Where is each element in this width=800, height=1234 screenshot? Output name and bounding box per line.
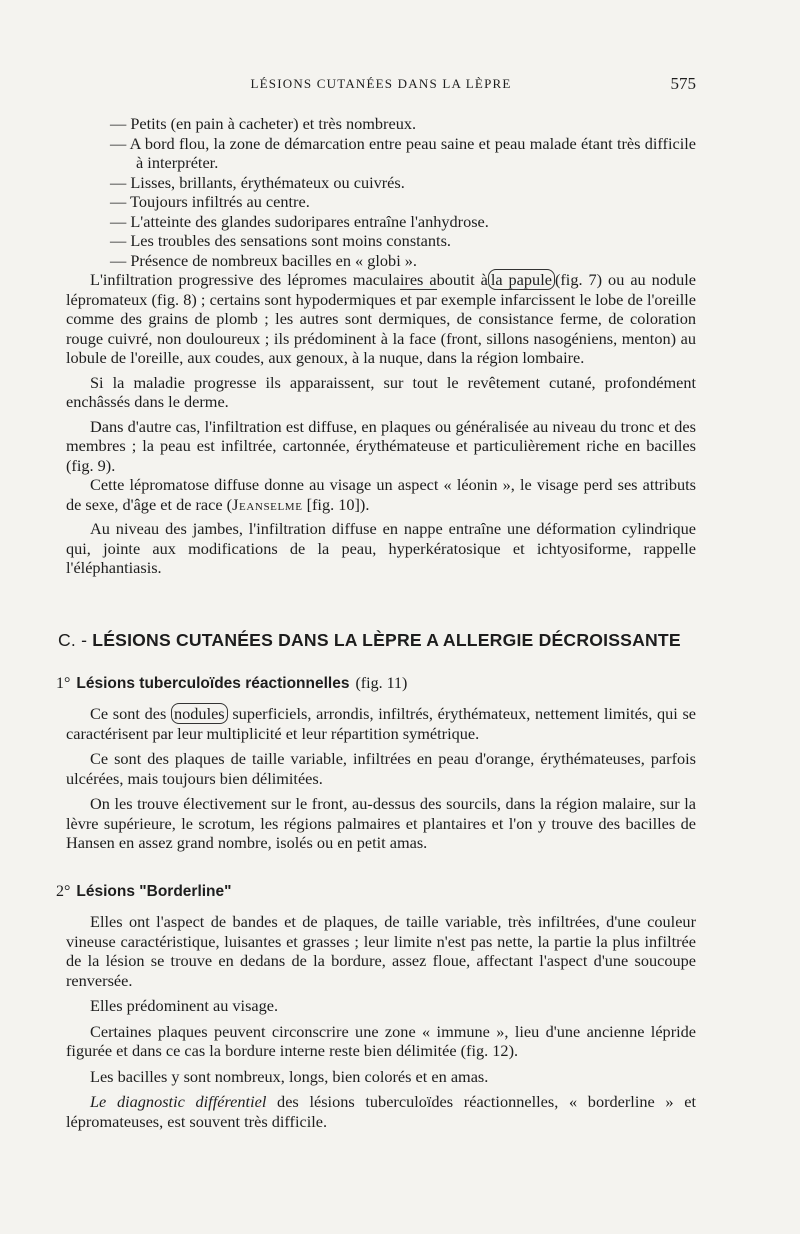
paragraph-borderline-aspect: Elles ont l'aspect de bandes et de plaques, de taille variable, très infiltrées, d'une couleur vineuse caractéristique, luisantes et grasses ; leur limite n'est pas nette, la partie la plus infiltrée de la lésion se trouve en dedans de la bordure, assez floue, affectant l'aspect d'une soucoupe renversée. bbox=[66, 912, 696, 990]
tuberculoid-section-text bbox=[66, 704, 696, 853]
paragraph-plaques: Ce sont des plaques de taille variable, infiltrées en peau d'orange, érythémateuses, parfois ulcérées, mais toujours bien délimitées. bbox=[66, 749, 696, 788]
list-item: — Lisses, brillants, érythémateux ou cuivrés. bbox=[110, 172, 405, 192]
author-name: Jeanselme bbox=[232, 494, 303, 514]
list-item: — Toujours infiltrés au centre. bbox=[110, 192, 310, 211]
running-head bbox=[66, 74, 696, 96]
list-item: — Petits (en pain à cacheter) et très nombreux. bbox=[110, 114, 417, 133]
running-head-title: LÉSIONS CUTANÉES DANS LA LÈPRE bbox=[250, 76, 512, 91]
handwritten-circle-annotation: nodules bbox=[171, 703, 228, 724]
paragraph-progression: Si la maladie progresse ils apparaissent, sur tout le revêtement cutané, profondément enchâssés dans le derme. bbox=[66, 372, 696, 411]
paragraph-diffuse: Dans d'autre cas, l'infiltration est diffuse, en plaques ou généralisée au niveau du tronc et des membres ; la peau est infiltrée, cartonnée, érythémateuse et particulièrement riche en bacilles (fig. 9). bbox=[66, 416, 696, 475]
subsection-title: Lésions "Borderline" bbox=[76, 883, 232, 900]
lepromatous-section-text bbox=[66, 114, 696, 578]
figure-reference: (fig. 11) bbox=[355, 675, 408, 692]
handwritten-strike-annotation: et par bbox=[400, 289, 437, 309]
paragraph-differential-diagnosis: Le diagnostic différentiel des lésions tuberculoïdes réactionnelles, « borderline » et lépromateuses, est souvent très difficile. bbox=[66, 1092, 696, 1131]
paragraph-borderline-face: Elles prédominent au visage. bbox=[90, 996, 279, 1015]
paragraph-infiltration: L'infiltration progressive des lépromes maculaires aboutit à la papule (fig. 7) ou au nodule lépromateux (fig. 8) ; certains sont hypodermiques et par exemple infarcissent le lobe de l'oreille comme des grains de plomb ; les autres sont dermiques, de consistance ferme, de coloration rouge cuivré, non douloureux ; ils prédominent à la face (front, sillons nasogéniens, menton) au lobule de l'oreille, aux coudes, aux genoux, à la nuque, dans la région lombaire. bbox=[66, 270, 697, 367]
subsection-heading-2 bbox=[56, 883, 232, 901]
paragraph-localization: On les trouve électivement sur le front, au-dessus des sourcils, dans la région malaire, sur la lèvre supérieure, le scrotum, les régions palmaires et plantaires et l'on y trouve des bacilles de Hansen en assez grand nombre, isolés ou en petit amas. bbox=[66, 794, 696, 852]
paragraph-borderline-immune: Certaines plaques peuvent circonscrire une zone « immune », lieu d'une ancienne lépride figurée et dans ce cas la bordure interne reste bien délimitée (fig. 12). bbox=[66, 1021, 696, 1060]
list-item: — A bord flou, la zone de démarcation entre peau saine et peau malade étant très difficile à interpréter. bbox=[110, 133, 696, 172]
section-letter: C. - bbox=[58, 630, 88, 650]
subsection-number: 2° bbox=[56, 883, 71, 900]
paragraph-nodules: Ce sont des nodules superficiels, arrondis, infiltrés, érythémateux, nettement limités, qui se caractérisent par leur multiplicité et leur répartition symétrique. bbox=[66, 704, 697, 743]
page-number: 575 bbox=[670, 74, 696, 93]
paragraph-borderline-bacilli: Les bacilles y sont nombreux, longs, bien colorés et en amas. bbox=[90, 1066, 489, 1086]
borderline-section-text bbox=[66, 912, 696, 1131]
list-item: — Présence de nombreux bacilles en « globi ». bbox=[110, 250, 417, 270]
list-item: — Les troubles des sensations sont moins constants. bbox=[110, 231, 451, 250]
section-heading-c bbox=[58, 630, 698, 651]
section-title: LÉSIONS CUTANÉES DANS LA LÈPRE A ALLERGIE DÉCROISSANTE bbox=[92, 630, 681, 650]
handwritten-circle-annotation: la papule bbox=[488, 269, 555, 290]
paragraph-leonine: Cette lépromatose diffuse donne au visage un aspect « léonin », le visage perd ses attributs de sexe, d'âge et de race (Jeanselme [fig. 10]). bbox=[66, 475, 696, 514]
italic-term: Le diagnostic différentiel bbox=[90, 1092, 267, 1111]
paragraph-legs: Au niveau des jambes, l'infiltration diffuse en nappe entraîne une déformation cylindrique qui, jointe aux modifications de la peau, hyperkératosique et ichtyosiforme, rappelle l'éléphantiasis. bbox=[66, 519, 696, 577]
list-item: — L'atteinte des glandes sudoripares entraîne l'anhydrose. bbox=[110, 211, 489, 231]
subsection-number: 1° bbox=[56, 675, 71, 692]
subsection-heading-1 bbox=[56, 675, 407, 693]
subsection-title: Lésions tuberculoïdes réactionnelles bbox=[76, 675, 350, 692]
